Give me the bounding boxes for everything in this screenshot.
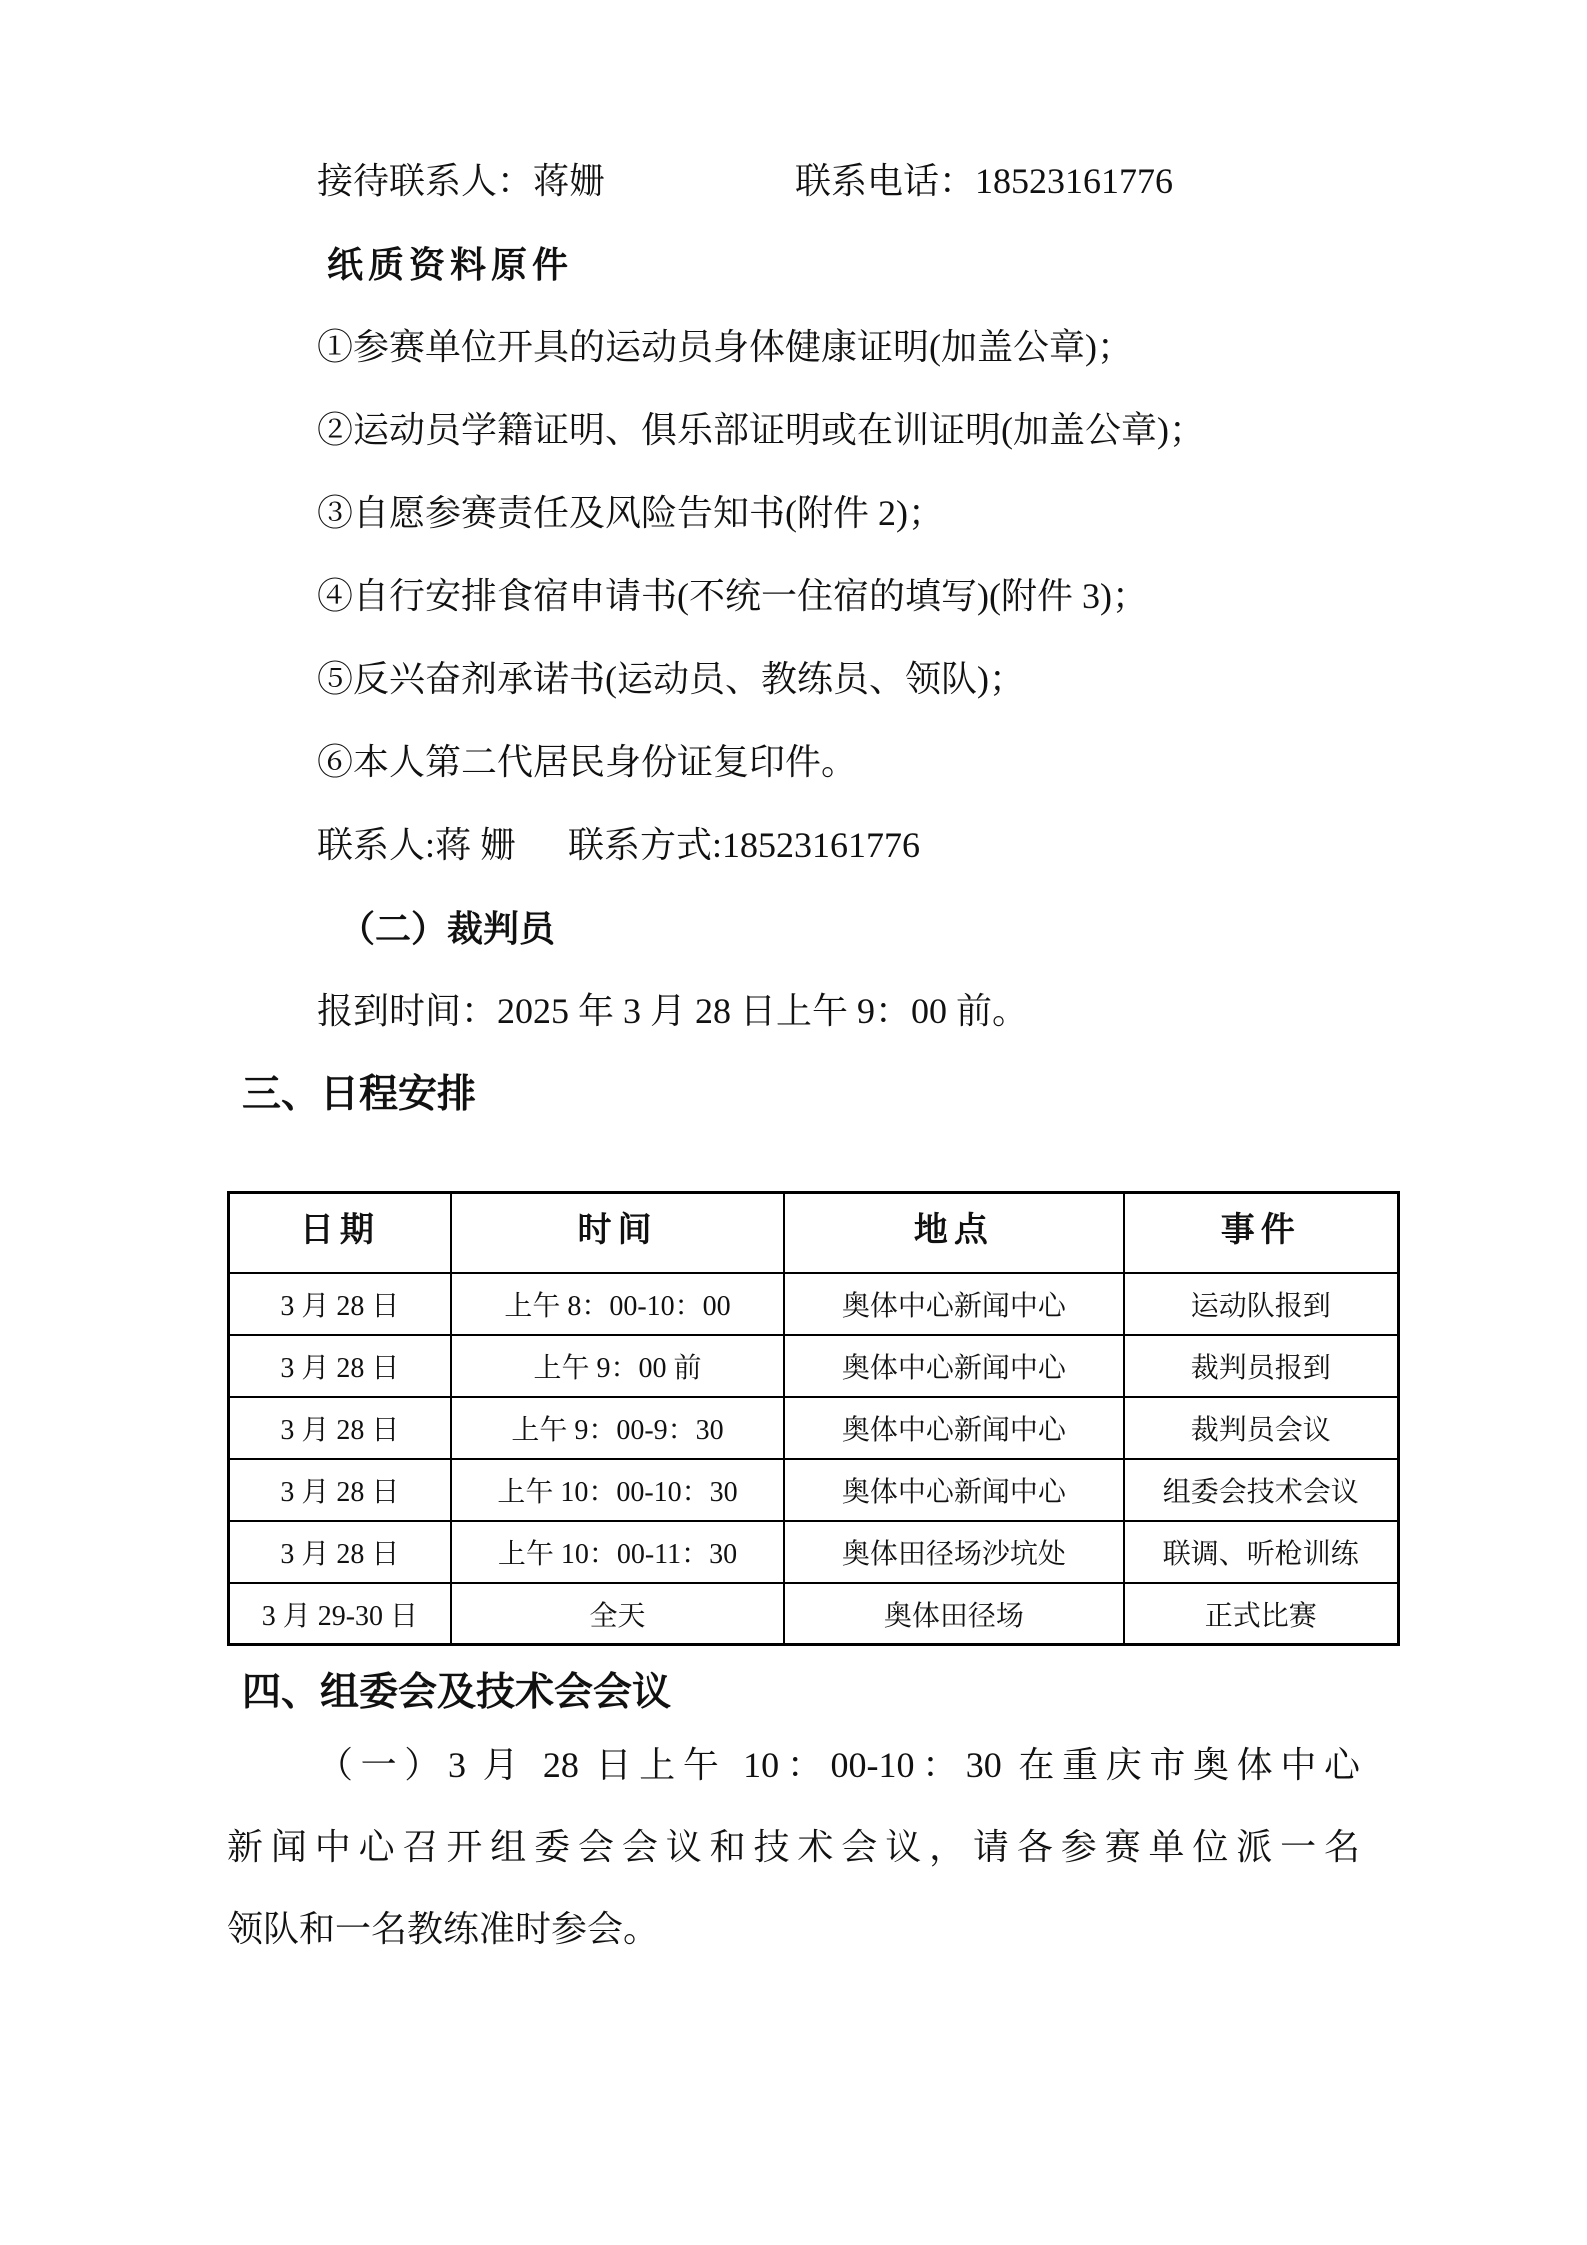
schedule-section-heading: 三、日程安排 <box>242 1073 477 1116</box>
schedule-row <box>229 1273 1399 1335</box>
schedule-cell-time: 上午 10：00-11：30 <box>451 1521 784 1583</box>
schedule-cell-place: 奥体中心新闻中心 <box>784 1273 1123 1335</box>
contact-line <box>227 804 1360 887</box>
schedule-cell-time: 全天 <box>451 1583 784 1645</box>
reception-contact-person: 接待联系人：蒋姗 <box>317 161 606 201</box>
paper-material-item-6: ⑥本人第二代居民身份证复印件。 <box>317 742 858 782</box>
schedule-cell-time: 上午 8：00-10：00 <box>451 1273 784 1335</box>
paper-material-item-5: ⑤反兴奋剂承诺书(运动员、教练员、领队)； <box>317 659 1025 699</box>
committee-paragraph-line-3: 领队和一名教练准时参会。 <box>227 1909 660 1949</box>
paper-material-item-1: ①参赛单位开具的运动员身体健康证明(加盖公章)； <box>317 327 1133 367</box>
committee-paragraph-line-2: 新闻中心召开组委会会议和技术会议，请各参赛单位派一名 <box>227 1827 1360 1867</box>
schedule-row <box>229 1397 1399 1459</box>
schedule-row <box>229 1335 1399 1397</box>
schedule-col-header-event: 事件 <box>1124 1193 1399 1273</box>
contact-method-label: 联系方式:18523161776 <box>568 825 921 865</box>
reception-contact-phone: 联系电话：18523161776 <box>795 161 1174 201</box>
schedule-cell-event: 运动队报到 <box>1124 1273 1399 1335</box>
schedule-cell-event: 正式比赛 <box>1124 1583 1399 1645</box>
schedule-cell-event: 裁判员报到 <box>1124 1335 1399 1397</box>
schedule-cell-event: 裁判员会议 <box>1124 1397 1399 1459</box>
schedule-cell-event: 组委会技术会议 <box>1124 1459 1399 1521</box>
schedule-row <box>229 1459 1399 1521</box>
schedule-cell-date: 3 月 28 日 <box>229 1273 451 1335</box>
schedule-cell-event: 联调、听枪训练 <box>1124 1521 1399 1583</box>
schedule-cell-place: 奥体中心新闻中心 <box>784 1397 1123 1459</box>
schedule-cell-place: 奥体田径场 <box>784 1583 1123 1645</box>
schedule-cell-place: 奥体田径场沙坑处 <box>784 1521 1123 1583</box>
schedule-col-header-time: 时间 <box>451 1193 784 1273</box>
paper-material-item-4: ④自行安排食宿申请书(不统一住宿的填写)(附件 3)； <box>317 576 1148 616</box>
schedule-cell-date: 3 月 28 日 <box>229 1397 451 1459</box>
schedule-cell-time: 上午 9：00 前 <box>451 1335 784 1397</box>
paper-materials-heading: 纸质资料原件 <box>327 244 574 285</box>
committee-paragraph-line-1: （一）3 月 28 日上午 10：00-10：30 在重庆市奥体中心 <box>317 1745 1360 1785</box>
schedule-cell-place: 奥体中心新闻中心 <box>784 1335 1123 1397</box>
contact-person-label: 联系人:蒋 姗 <box>317 825 517 865</box>
reception-contact-line <box>227 140 1360 223</box>
schedule-table-header-row <box>229 1193 1399 1273</box>
schedule-cell-date: 3 月 28 日 <box>229 1459 451 1521</box>
schedule-cell-date: 3 月 28 日 <box>229 1521 451 1583</box>
referee-report-time: 报到时间：2025 年 3 月 28 日上午 9：00 前。 <box>317 991 1029 1031</box>
schedule-cell-time: 上午 9：00-9：30 <box>451 1397 784 1459</box>
schedule-cell-place: 奥体中心新闻中心 <box>784 1459 1123 1521</box>
schedule-row <box>229 1521 1399 1583</box>
paper-material-item-3: ③自愿参赛责任及风险告知书(附件 2)； <box>317 493 944 533</box>
committee-section-heading: 四、组委会及技术会会议 <box>242 1671 672 1714</box>
schedule-table <box>227 1191 1400 1646</box>
schedule-row <box>229 1583 1399 1645</box>
paper-material-item-2: ②运动员学籍证明、俱乐部证明或在训证明(加盖公章)； <box>317 410 1205 450</box>
schedule-col-header-date: 日期 <box>229 1193 451 1273</box>
referee-heading: （二）裁判员 <box>339 908 556 949</box>
schedule-cell-time: 上午 10：00-10：30 <box>451 1459 784 1521</box>
schedule-cell-date: 3 月 28 日 <box>229 1335 451 1397</box>
schedule-col-header-place: 地点 <box>784 1193 1123 1273</box>
schedule-cell-date: 3 月 29-30 日 <box>229 1583 451 1645</box>
